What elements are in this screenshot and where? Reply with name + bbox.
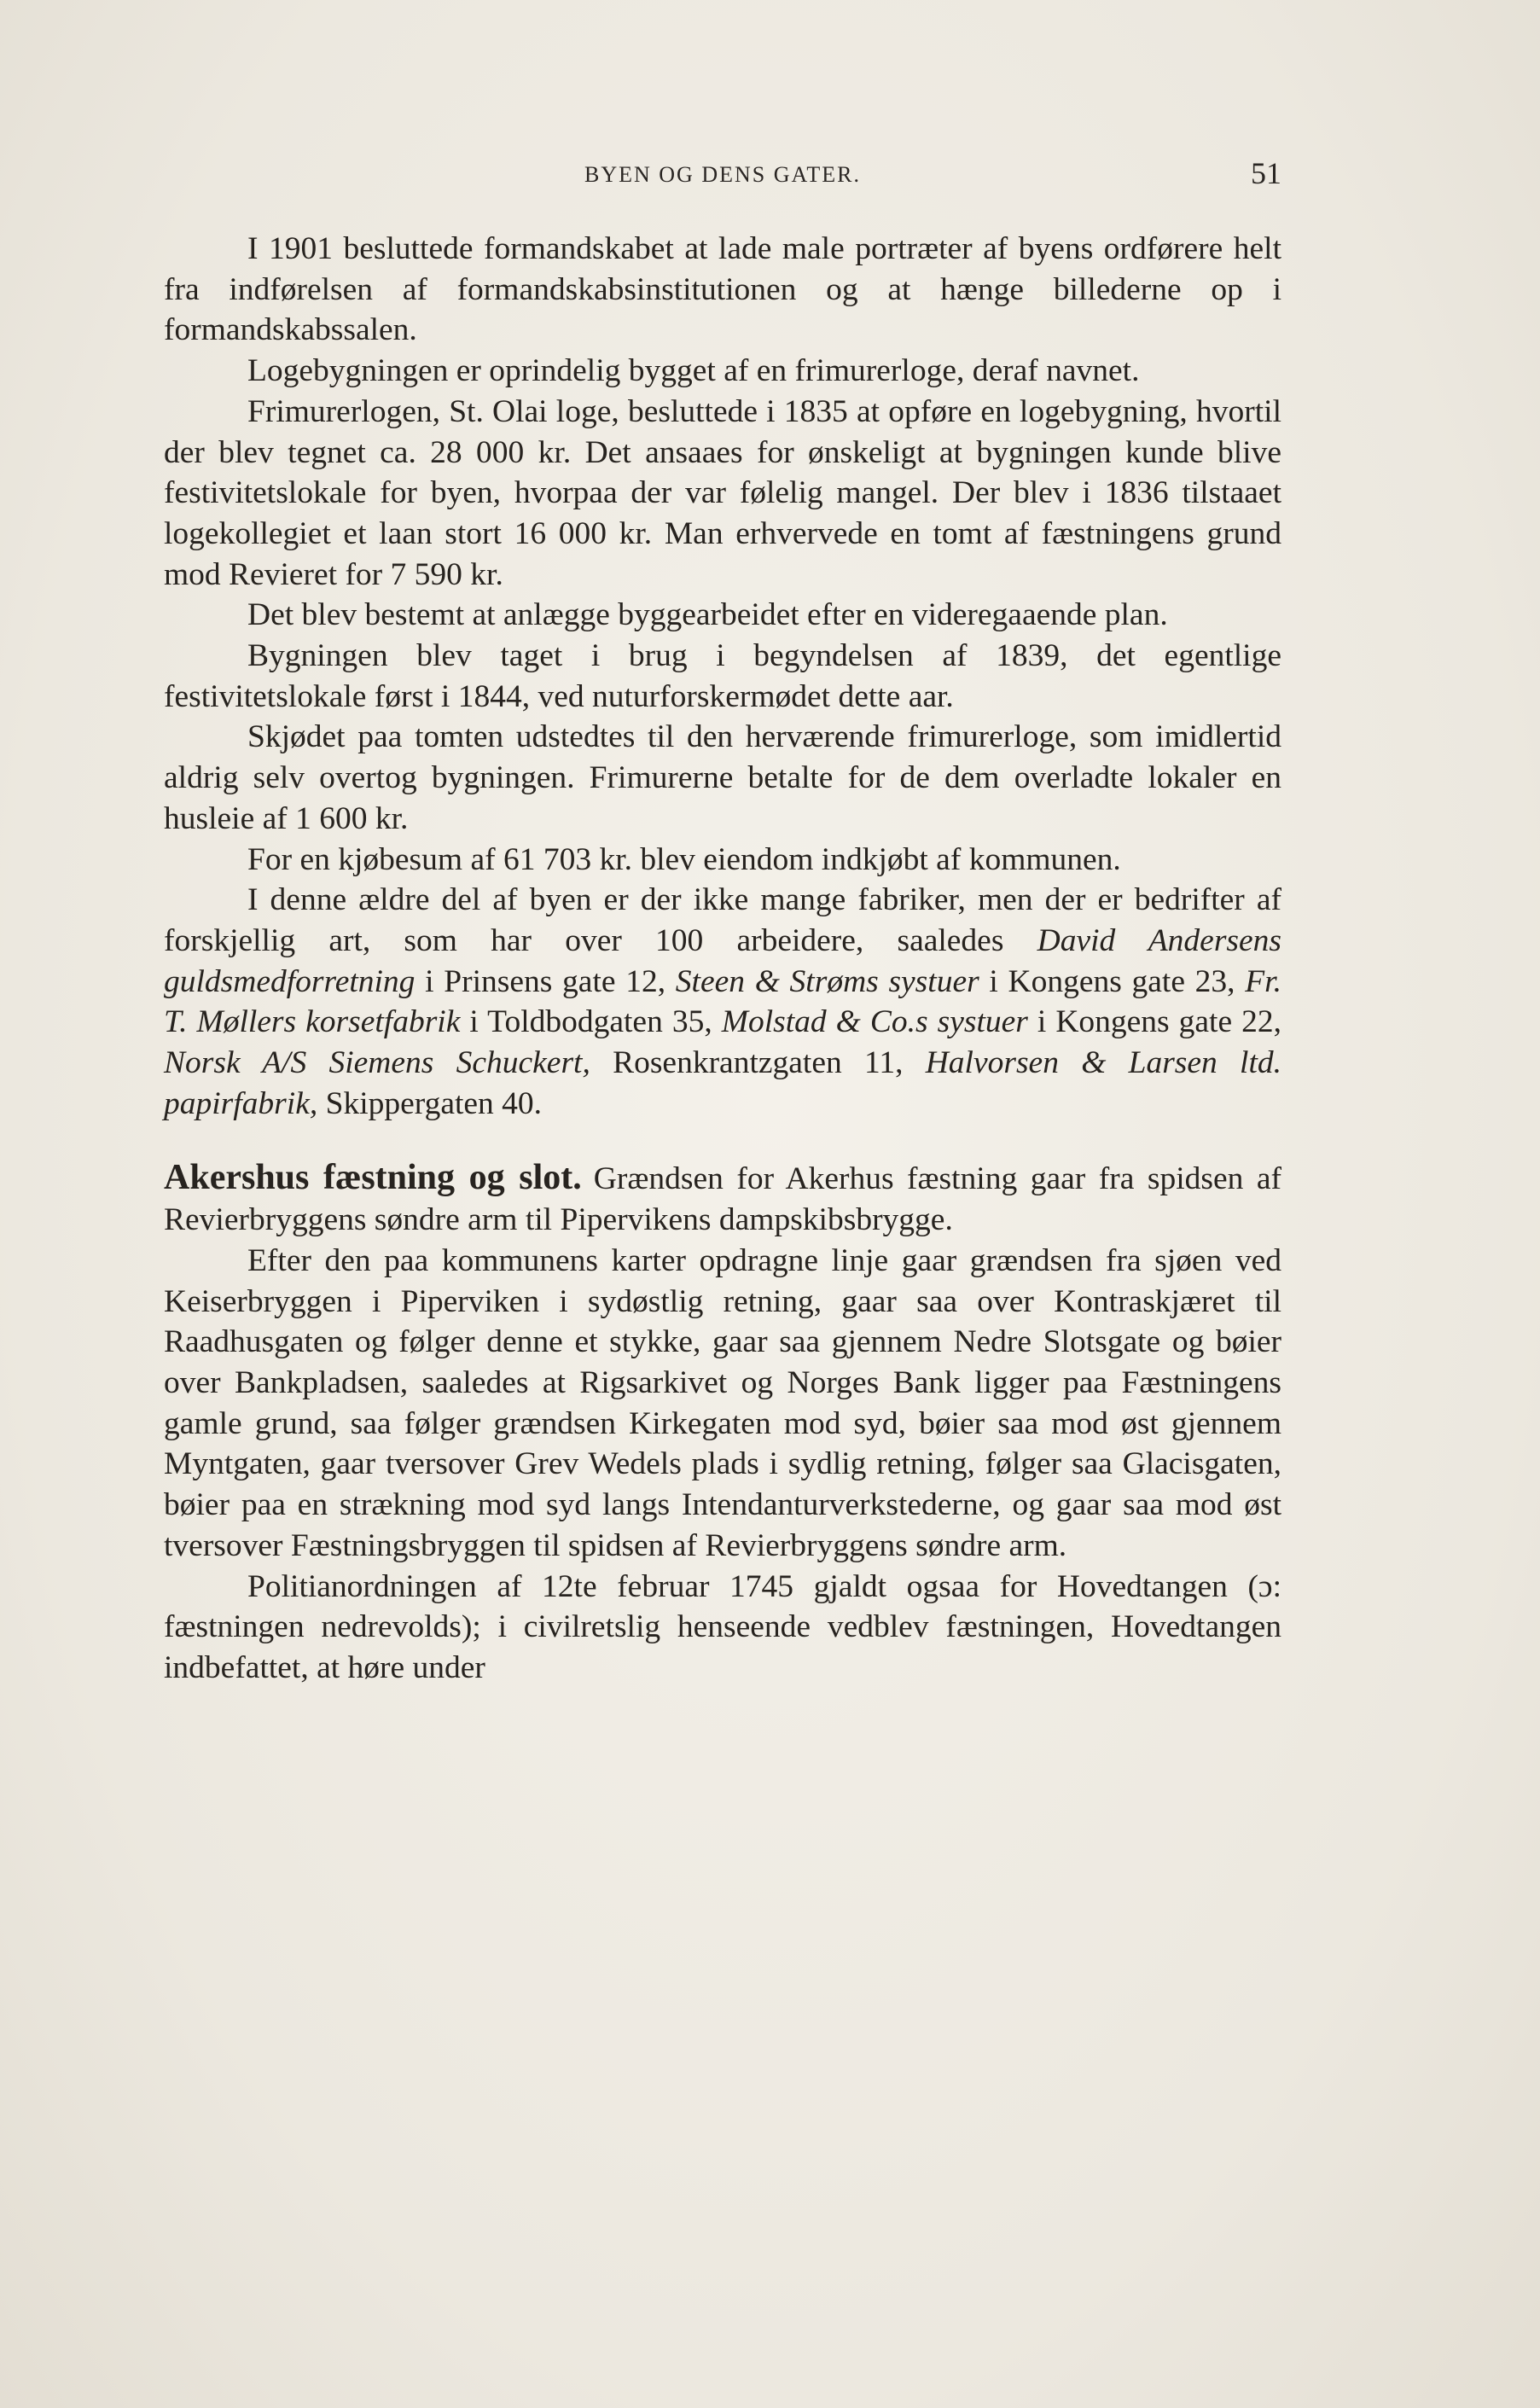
paragraph: I 1901 besluttede formandskabet at lade male portræter af byens ordførere helt fra indførelsen af formandskabsinstitutionen og at hænge billederne op i formandskabssalen. xyxy=(164,231,1281,348)
company-name: Norsk A/S Siemens Schuckert, xyxy=(164,1045,590,1081)
paragraph: For en kjøbesum af 61 703 kr. blev eiendom indkjøbt af kommunen. xyxy=(247,841,1121,877)
text-run: i Kongens gate 23, xyxy=(979,963,1246,999)
text-run: i Prinsens gate 12, xyxy=(415,963,676,999)
text-run: I denne ældre del af byen er der ikke mange fabriker, men der er bedrifter af forskjellig art, som har over 100 arbeidere, saaledes xyxy=(164,882,1281,958)
paragraph: Efter den paa kommunens karter opdragne linje gaar grændsen fra sjøen ved Keiserbryggen i Piperviken i sydøstlig retning, gaar saa over Kontraskjæret til Raadhusgaten og følger denne et stykke, gaar saa gjennem Nedre Slotsgate og bøier over Bankpladsen, saaledes at Rigsarkivet og Norges Bank ligger paa Fæstningens gamle grund, saa følger grændsen Kirkegaten mod syd, bøier saa mod øst gjennem Myntgaten, gaar tversover Grev Wedels plads i sydlig retning, følger saa Glacisgaten, bøier paa en strækning mod syd langs Intendanturverkstederne, og gaar saa mod øst tversover Fæstningsbryggen til spidsen af Revierbryggens søndre arm. xyxy=(164,1242,1281,1563)
text-run: i Toldbodgaten 35, xyxy=(460,1004,722,1040)
section-title: Akershus fæstning og slot. xyxy=(164,1158,582,1198)
text-run: Grændsen for Akerhus fæstning gaar fra spidsen af Revierbryggens søndre arm til Pipervikens dampskibsbrygge. xyxy=(164,1161,1281,1238)
paragraph-factories xyxy=(164,880,1281,1124)
company-name: Molstad & Co.s systuer xyxy=(721,1004,1028,1040)
body-text xyxy=(164,229,1281,1689)
company-name: Steen & Strøms systuer xyxy=(675,963,979,999)
paragraph: Det blev bestemt at anlægge byggearbeidet efter en videregaaende plan. xyxy=(247,597,1168,633)
paragraph: Frimurerlogen, St. Olai loge, besluttede i 1835 at opføre en logebygning, hvortil der blev tegnet ca. 28 000 kr. Det ansaaes for ønskeligt at bygningen kunde blive festivitetslokale for byen, hvorpaa der var følelig mangel. Der blev i 1836 tilstaaet logekollegiet et laan stort 16 000 kr. Man erhvervede en tomt af fæstningens grund mod Revieret for 7 590 kr. xyxy=(164,393,1281,592)
text-run: Skippergaten 40. xyxy=(317,1085,543,1121)
section-paragraph xyxy=(164,1158,1281,1240)
page-header xyxy=(164,154,1281,196)
company-name: Halvorsen & Larsen ltd. papirfabrik, xyxy=(164,1045,1282,1121)
page-number: 51 xyxy=(1251,156,1281,190)
paragraph: Bygningen blev taget i brug i begyndelsen af 1839, det egentlige festivitetslokale først i 1844, ved nuturforskermødet dette aar. xyxy=(164,638,1281,714)
paragraph: Logebygningen er oprindelig bygget af en frimurerloge, deraf navnet. xyxy=(247,353,1140,389)
running-head: BYEN OG DENS GATER. xyxy=(584,162,861,187)
company-name: Fr. T. Møllers korsetfabrik xyxy=(164,963,1281,1040)
text-run: Rosenkrantzgaten 11, xyxy=(590,1045,926,1081)
paragraph: Politianordningen af 12te februar 1745 gjaldt ogsaa for Hovedtangen (ɔ: fæstningen nedrevolds); i civilretslig henseende vedblev fæstningen, Hovedtangen indbefattet, at høre under xyxy=(164,1568,1281,1685)
company-name: David Andersens guldsmedforretning xyxy=(164,922,1281,999)
text-run: i Kongens gate 22, xyxy=(1027,1004,1282,1040)
paragraph: Skjødet paa tomten udstedtes til den herværende frimurerloge, som imidlertid aldrig selv overtog bygningen. Frimurerne betalte for de dem overladte lokaler en husleie af 1 600 kr. xyxy=(164,719,1281,836)
